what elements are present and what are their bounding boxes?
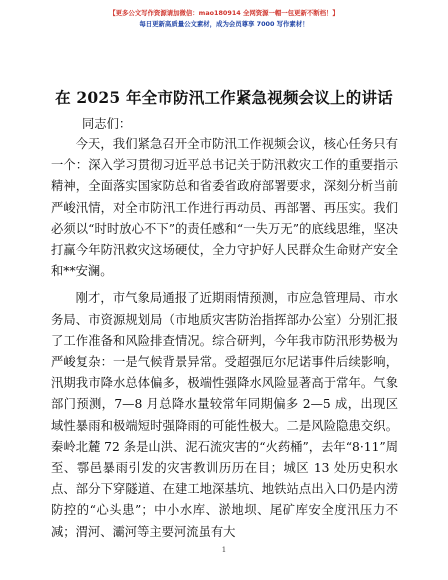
document-body bbox=[51, 134, 398, 549]
paragraph-1: 今天，我们紧急召开全市防汛工作视频会议，核心任务只有一个：深入学习贯彻习近平总书记关于防汛救灾工作的重要指示精神，全面落实国家防总和省委省政府部署要求，深刻分析当前严峻汛情，对全市防汛工作进行再动员、再部署、再压实。我们必须以“时时放心不下”的责任感和“一失万无”的底线思维，坚决打赢今年防汛救灾这场硬仗，全力守护好人民群众生命财产安全和**安澜。 bbox=[51, 137, 398, 279]
paragraph-2: 刚才，市气象局通报了近期雨情预测，市应急管理局、市水务局、市资源规划局（市地质灾害防治指挥部办公室）分别汇报了工作准备和风险排查情况。综合研判，今年我市防汛形势极为严峻复杂：一是气候背景异常。受超强厄尔尼诺事件后续影响，汛期我市降水总体偏多，极端性强降水风险显著高于常年。气象部门预测，7—8 月总降水量较常年同期偏多 2—5 成，出现区域性暴雨和极端短时强降雨的可能性极大。二是风险隐患交织。秦岭北麓 72 条是山洪、泥石流灾害的“火药桶”，去年“8·11”周至、鄠邑暴雨引发的灾害教训历历在目；城区 13 处历史积水点、部分下穿隧道、在建工地深基坑、地铁站点出入口仍是内涝防控的“心头患”；中小水库、淤地坝、尾矿库安全度汛压力不减；渭河、灞河等主要河流虽有大 bbox=[51, 291, 398, 539]
greeting: 同志们： bbox=[82, 117, 132, 131]
page-number: 1 bbox=[221, 546, 227, 554]
promo-banner bbox=[0, 8, 448, 30]
promo-banner-line-1: 【更多公文写作资源请加微信：mao180914 全网资源一帽一包更新不断档！】 bbox=[109, 9, 339, 17]
promo-banner-line-2: 每日更新高质量公文素材，成为会员尊享 7000 写作素材！ bbox=[139, 20, 309, 28]
document-title: 在 2025 年全市防汛工作紧急视频会议上的讲话 bbox=[55, 88, 393, 107]
